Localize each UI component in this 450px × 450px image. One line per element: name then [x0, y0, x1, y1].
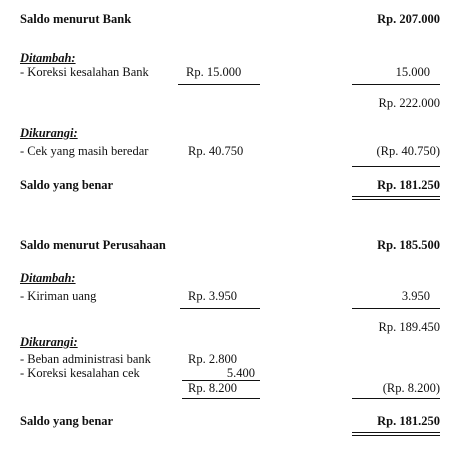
company-less-item1-amount: Rp. 2.800 — [188, 352, 237, 366]
company-less-item2-amount: 5.400 — [226, 366, 255, 380]
bank-add-item-underline — [178, 84, 260, 85]
bank-add-item-label: - Koreksi kesalahan Bank — [20, 65, 149, 79]
company-add-item-underline — [180, 308, 260, 309]
company-less-total: (Rp. 8.200) — [382, 381, 440, 395]
bank-balance-title: Saldo menurut Bank — [20, 12, 132, 26]
bank-less-total: (Rp. 40.750) — [376, 144, 440, 158]
company-less-sum-amount: Rp. 8.200 — [188, 381, 237, 395]
company-less-item1-label: - Beban administrasi bank — [20, 352, 151, 366]
company-add-header: Ditambah: — [20, 271, 76, 285]
bank-final-label: Saldo yang benar — [20, 178, 114, 192]
bank-add-total: 15.000 — [395, 65, 430, 79]
bank-subtotal: Rp. 222.000 — [378, 96, 440, 110]
company-final-label: Saldo yang benar — [20, 414, 114, 428]
bank-add-item-amount: Rp. 15.000 — [186, 65, 242, 79]
company-add-item-amount: Rp. 3.950 — [188, 289, 237, 303]
company-add-total-underline — [352, 308, 440, 309]
company-subtotal: Rp. 189.450 — [378, 320, 440, 334]
bank-less-item-label: - Cek yang masih beredar — [20, 144, 149, 158]
company-less-total-underline — [352, 398, 440, 399]
bank-final-amount: Rp. 181.250 — [377, 178, 440, 192]
company-add-total: 3.950 — [401, 289, 430, 303]
company-less-header: Dikurangi: — [20, 335, 78, 349]
bank-add-total-underline — [352, 84, 440, 85]
company-add-item-label: - Kiriman uang — [20, 289, 97, 303]
bank-less-item-amount: Rp. 40.750 — [188, 144, 244, 158]
company-balance-title: Saldo menurut Perusahaan — [20, 238, 166, 252]
company-balance-amount: Rp. 185.500 — [377, 238, 440, 252]
bank-less-header: Dikurangi: — [20, 126, 78, 140]
company-less-item2-label: - Koreksi kesalahan cek — [20, 366, 140, 380]
bank-balance-amount: Rp. 207.000 — [377, 12, 440, 26]
bank-add-header: Ditambah: — [20, 51, 76, 65]
company-final-double-underline — [352, 432, 440, 436]
bank-less-total-underline — [352, 166, 440, 167]
company-final-amount: Rp. 181.250 — [377, 414, 440, 428]
company-less-sum-underline — [182, 398, 260, 399]
bank-final-double-underline — [352, 196, 440, 200]
